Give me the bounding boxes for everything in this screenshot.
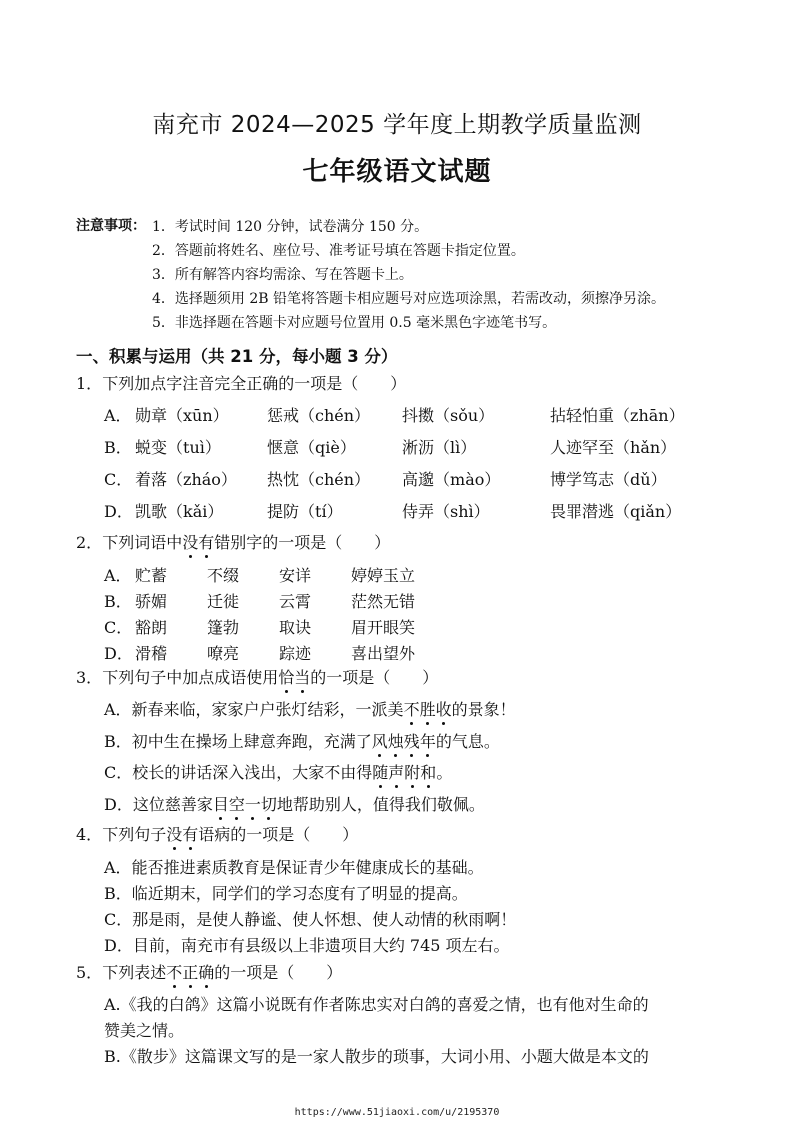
note-item: 4．选择题须用 2B 铅笔将答题卡相应题号对应选项涂黑，若需改动，须擦净另涂。 <box>152 291 666 307</box>
pinyin-option-item <box>402 467 500 490</box>
option-letter: A． <box>104 406 132 425</box>
option-pinyin: （zháo） <box>167 470 237 489</box>
option-pinyin: （chén） <box>299 406 371 425</box>
option-word: 踪迹 <box>279 644 312 663</box>
option-pinyin: （dǔ） <box>614 470 667 489</box>
section-heading: 一、积累与运用（共 21 分，每小题 3 分） <box>76 347 398 366</box>
option-word: 安详 <box>279 566 312 585</box>
option-a-line-2: 赞美之情。 <box>104 1021 185 1040</box>
option-word: 提防 <box>267 502 300 521</box>
option-b: B．初中生在操场上肆意奔跑，充满了风烛残年的气息。 <box>104 729 500 752</box>
pinyin-option-item <box>135 435 221 458</box>
option-word: 篷勃 <box>207 618 240 637</box>
note-item: 1．考试时间 120 分钟，试卷满分 150 分。 <box>152 219 429 235</box>
answer-paren-close: ） <box>374 533 391 552</box>
pinyin-option-item <box>135 499 223 522</box>
option-pinyin: （qiǎn） <box>614 502 682 521</box>
option-word: 人迹罕至 <box>550 438 615 457</box>
option-b: B．临近期末，同学们的学习态度有了明显的提高。 <box>104 884 468 903</box>
option-word: 着落 <box>135 470 168 489</box>
pinyin-option-item <box>402 435 476 458</box>
dotted-idiom: 不胜收 <box>404 700 452 719</box>
option-word: 婷婷玉立 <box>351 566 416 585</box>
option-word: 畏罪潜逃 <box>550 502 615 521</box>
question-stem-text: 的一项是（ <box>310 668 391 687</box>
option-a: A．新春来临，家家户户张灯结彩，一派美不胜收的景象！ <box>104 697 516 720</box>
option-pinyin: （chén） <box>299 470 371 489</box>
dotted-idiom: 目空一切 <box>213 795 277 814</box>
answer-paren-close: ） <box>390 374 407 393</box>
question-number: 3． <box>76 668 103 687</box>
option-letter: C． <box>104 618 133 637</box>
question-stem-text: 下列句子 <box>102 825 167 844</box>
option-word: 热忱 <box>267 470 300 489</box>
option-word: 嘹亮 <box>207 644 240 663</box>
exam-subject-title: 七年级语文试题 <box>302 157 492 187</box>
pinyin-option-item <box>550 499 681 522</box>
question-stem-text: 下列词语中 <box>102 533 183 552</box>
option-word: 喜出望外 <box>351 644 416 663</box>
pinyin-option-item <box>267 499 343 522</box>
question-stem-text: 的一项是（ <box>214 963 295 982</box>
question-number: 4． <box>76 825 103 844</box>
footer-url: https://www.51jiaoxi.com/u/2195370 <box>294 1107 500 1118</box>
option-word: 骄媚 <box>135 592 168 611</box>
option-pinyin: （sǒu） <box>434 406 495 425</box>
question-stem-text: 语病的一项是（ <box>198 825 311 844</box>
question-4-stem <box>76 822 358 845</box>
emphasis-dotted-text: 不正确 <box>166 963 214 982</box>
answer-paren-close: ） <box>326 963 343 982</box>
pinyin-option-item <box>402 403 494 426</box>
question-stem-text: 下列句子中加点成语使用 <box>102 668 279 687</box>
option-word: 滑稽 <box>135 644 168 663</box>
option-pinyin: （mào） <box>434 470 501 489</box>
option-pinyin: （hǎn） <box>614 438 677 457</box>
question-1-stem <box>76 371 406 394</box>
pinyin-option-item <box>550 403 685 426</box>
question-number: 1． <box>76 374 103 393</box>
option-word: 取诀 <box>279 618 312 637</box>
option-word: 高邈 <box>402 470 435 489</box>
question-3-stem <box>76 665 438 688</box>
option-pinyin: （shì） <box>434 502 490 521</box>
option-pinyin: （tuì） <box>167 438 221 457</box>
option-word: 云霄 <box>279 592 312 611</box>
question-2-stem <box>76 530 390 553</box>
note-item: 3．所有解答内容均需涂、写在答题卡上。 <box>152 267 413 283</box>
pinyin-option-item <box>267 467 370 490</box>
option-word: 勋章 <box>135 406 168 425</box>
dotted-idiom: 风烛残年 <box>372 732 436 751</box>
question-5-stem <box>76 960 342 983</box>
option-c: C．那是雨，是使人静谧、使人怀想、使人动情的秋雨啊！ <box>104 910 517 929</box>
question-stem-text: 下列表述 <box>102 963 167 982</box>
option-pinyin: （lì） <box>434 438 477 457</box>
option-letter: B． <box>104 592 132 611</box>
option-word: 眉开眼笑 <box>351 618 416 637</box>
option-c: C．校长的讲话深入浅出，大家不由得随声附和。 <box>104 760 452 783</box>
dotted-idiom: 随声附和 <box>372 763 436 782</box>
note-item: 5．非选择题在答题卡对应题号位置用 0.5 毫米黑色字迹笔书写。 <box>152 315 557 331</box>
option-pinyin: （xūn） <box>167 406 229 425</box>
option-pinyin: （qiè） <box>299 438 356 457</box>
option-word: 淅沥 <box>402 438 435 457</box>
option-word: 蜕变 <box>135 438 168 457</box>
option-word: 凯歌 <box>135 502 168 521</box>
notes-label: 注意事项： <box>76 218 146 234</box>
option-word: 惬意 <box>267 438 300 457</box>
pinyin-option-item <box>267 435 356 458</box>
option-pinyin: （kǎi） <box>167 502 224 521</box>
option-pinyin: （zhān） <box>614 406 685 425</box>
pinyin-option-item <box>267 403 370 426</box>
question-number: 2． <box>76 533 103 552</box>
question-stem-text: 错别字的一项是（ <box>214 533 343 552</box>
option-letter: D． <box>104 502 133 521</box>
pinyin-option-item <box>402 499 490 522</box>
option-word: 不缀 <box>207 566 240 585</box>
answer-paren-close: ） <box>342 825 359 844</box>
question-stem-text: 下列加点字注音完全正确的一项是（ <box>102 374 359 393</box>
option-d: D．目前，南充市有县级以上非遗项目大约 745 项左右。 <box>104 936 510 955</box>
option-pinyin: （tí） <box>299 502 343 521</box>
option-letter: C． <box>104 470 133 489</box>
note-item: 2．答题前将姓名、座位号、准考证号填在答题卡指定位置。 <box>152 243 525 259</box>
pinyin-option-item <box>135 467 237 490</box>
option-b-line-1: B.《散步》这篇课文写的是一家人散步的琐事，大词小用、小题大做是本文的 <box>104 1047 649 1066</box>
option-letter: B． <box>104 438 132 457</box>
pinyin-option-item <box>550 435 676 458</box>
option-letter: A． <box>104 566 132 585</box>
option-word: 迁徙 <box>207 592 240 611</box>
question-number: 5． <box>76 963 103 982</box>
option-word: 拈轻怕重 <box>550 406 615 425</box>
option-word: 侍弄 <box>402 502 435 521</box>
emphasis-dotted-text: 恰当 <box>278 668 310 687</box>
pinyin-option-item <box>135 403 229 426</box>
option-a: A．能否推进素质教育是保证青少年健康成长的基础。 <box>104 858 484 877</box>
option-word: 豁朗 <box>135 618 168 637</box>
option-a-line-1: A.《我的白鸽》这篇小说既有作者陈忠实对白鸽的喜爱之情，也有他对生命的 <box>104 995 649 1014</box>
exam-header-title: 南充市 2024—2025 学年度上期教学质量监测 <box>152 112 642 138</box>
emphasis-dotted-text: 没有 <box>166 825 198 844</box>
option-word: 抖擞 <box>402 406 435 425</box>
option-word: 惩戒 <box>267 406 300 425</box>
option-word: 博学笃志 <box>550 470 615 489</box>
option-letter: D． <box>104 644 133 663</box>
pinyin-option-item <box>550 467 667 490</box>
option-word: 贮蓄 <box>135 566 168 585</box>
option-word: 茫然无错 <box>351 592 416 611</box>
option-d: D．这位慈善家目空一切地帮助别人，值得我们敬佩。 <box>104 792 485 815</box>
answer-paren-close: ） <box>422 668 439 687</box>
emphasis-dotted-text: 没有 <box>182 533 214 552</box>
